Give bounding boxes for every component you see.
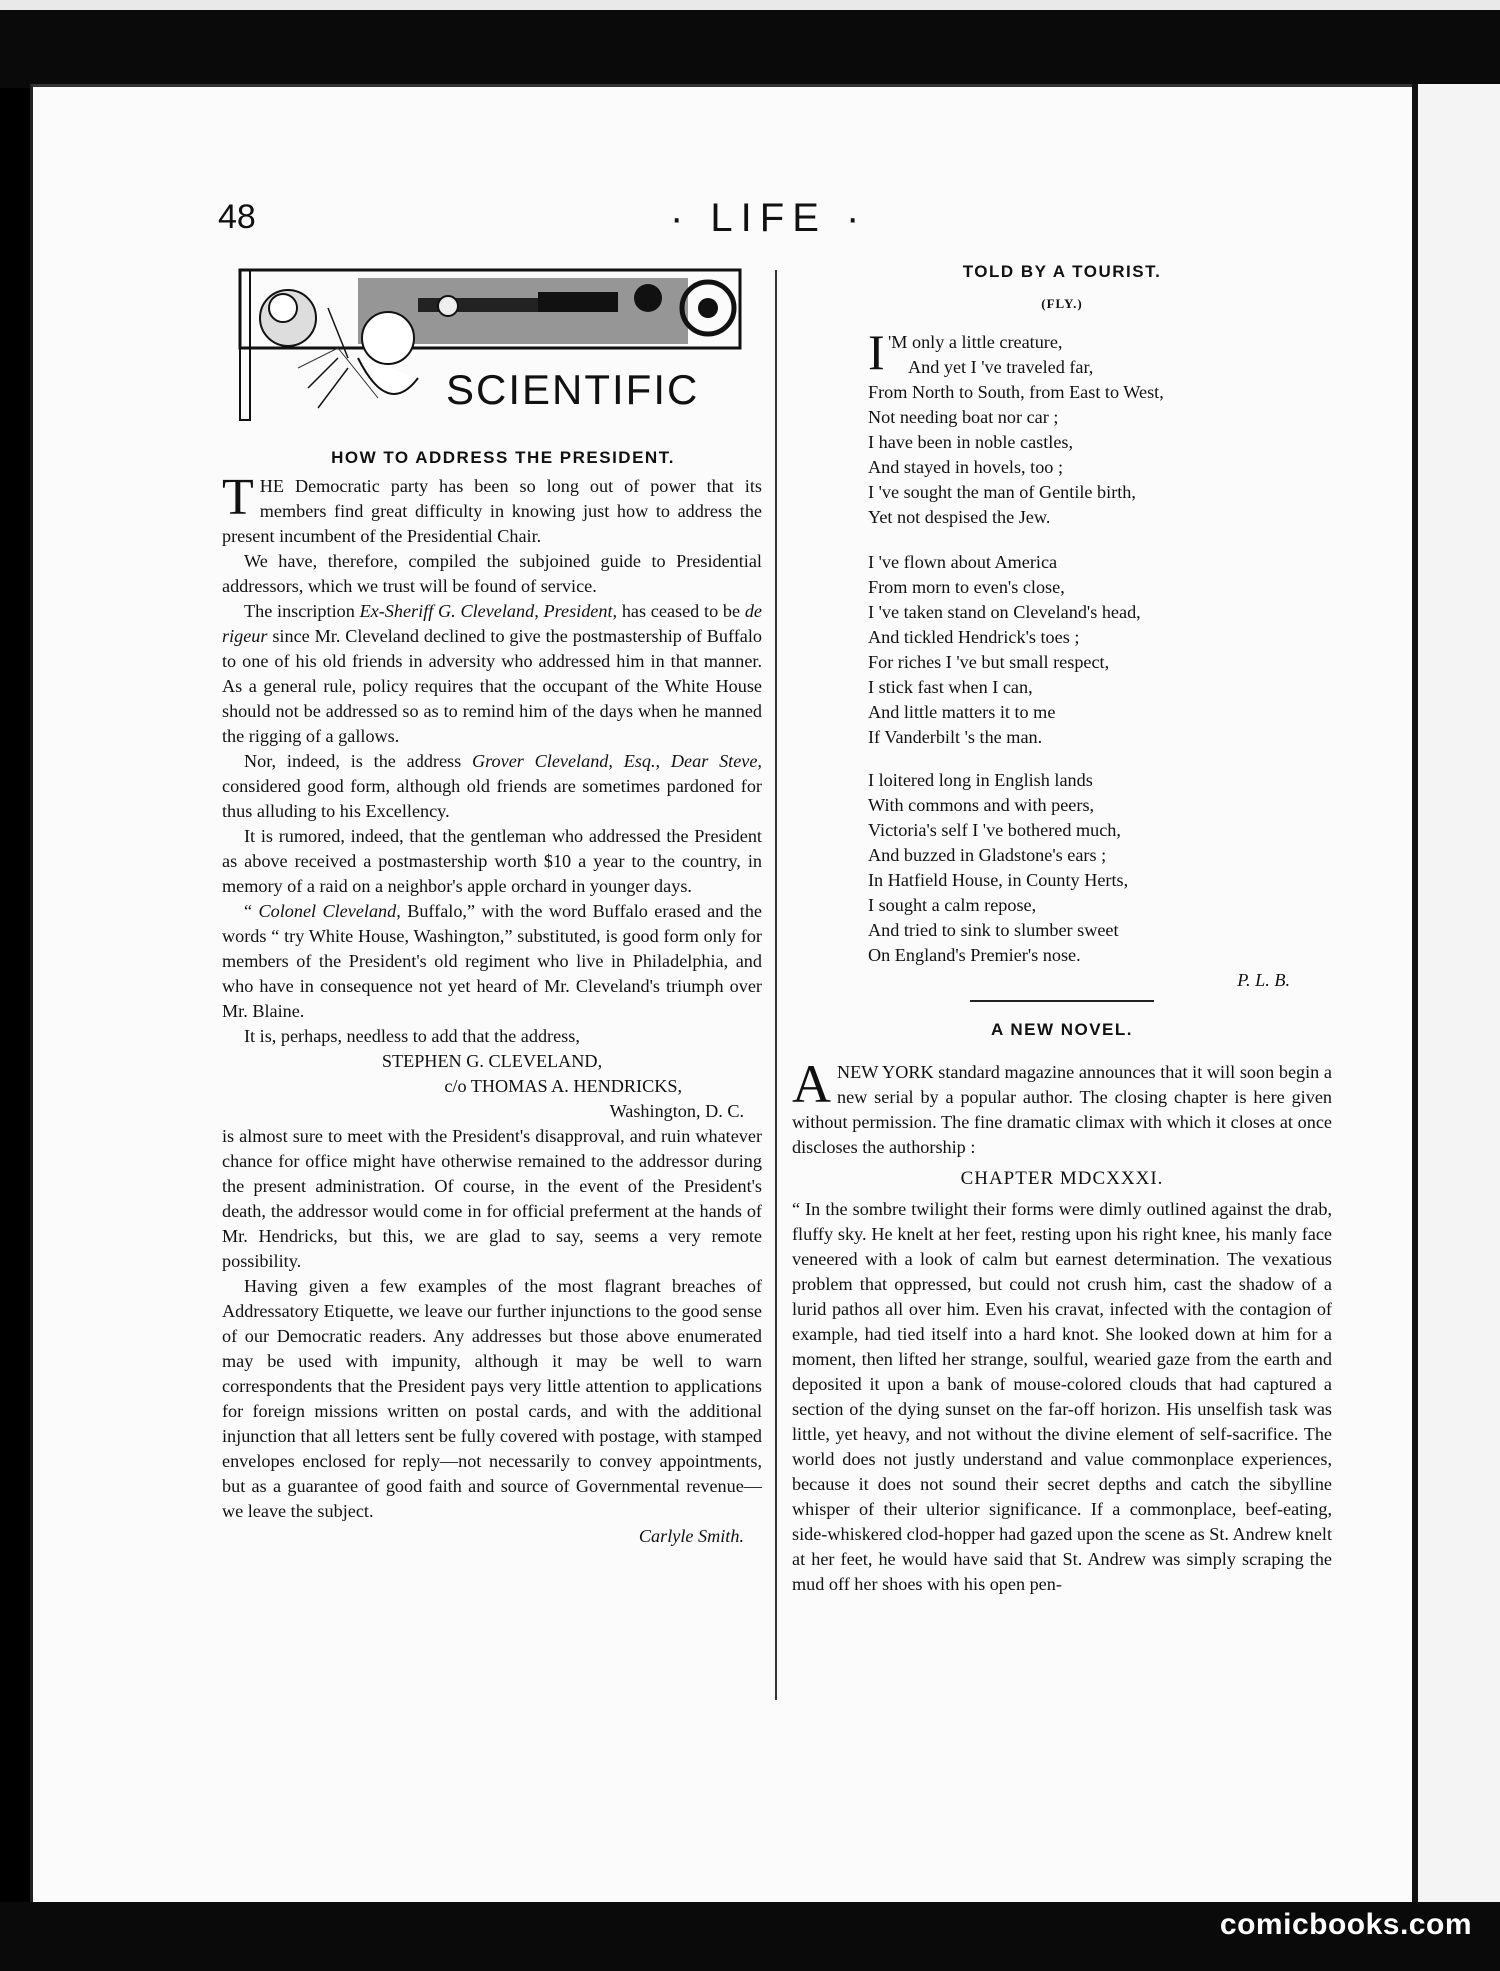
poem-line: I loitered long in English lands — [868, 770, 1093, 790]
poem-line: With commons and with peers, — [868, 795, 1095, 815]
paragraph-7: It is, perhaps, needless to add that the address, — [244, 1026, 580, 1046]
paragraph-9: Having given a few examples of the most flagrant breaches of Addressatory Etiquette, we leave our further injunctions to the good sense of our Democratic readers. Any addresses but those above enumerated may be used with impunity, although it may be well to warn correspondents that the President pays very little attention to applications for foreign missions written on postal cards, and with the additional injunction that all letters sent be fully covered with postage, with stamped envelopes enclosed for reply—not necessarily to convey appointments, but as a guarantee of good faith and source of Governmental revenue—we leave the subject. — [222, 1276, 762, 1521]
poem-line: 'M only a little creature, — [888, 332, 1063, 352]
next-page-margin — [1418, 84, 1500, 1902]
poem-line: Victoria's self I 've bothered much, — [868, 820, 1121, 840]
novel-body: “ In the sombre twilight their forms were dimly outlined against the drab, fluffy sky. He knelt at her feet, resting upon his right knee, his manly face veneered with a look of calm but earnest determination. The vexatious problem that oppressed, but could not crush him, cast the shadow of a lurid pathos all over him. Even his cravat, infected with the contagion of example, had tied itself into a hard knot. She looked down at him for a moment, then lifted her strange, soulful, wearied gaze from the earth and deposited it upon a bank of mouse-colored clouds that had captured a section of the dying sunset on the far-off horizon. His unselfish task was little, yet heavy, and not without the divine element of self-sacrifice. The world does not justly understand and value commonplace experiences, because it does not sound their secret depths and catch the sibylline whisper of their ulterior significance. If a commonplace, beef-eating, side-whiskered clod-hopper had gazed upon the scene as St. Andrew knelt at her feet, he would have said that St. Andrew was simply scraping the mud off her shoes with his open pen- — [792, 1199, 1332, 1594]
poem-line: I sought a calm repose, — [868, 895, 1037, 915]
dropcap: T — [222, 469, 254, 526]
scan-top-strip — [0, 0, 1500, 10]
paragraph-4: Nor, indeed, is the address Grover Cleveland, Esq., Dear Steve, considered good form, although old friends are sometimes pardoned for thus alluding to his Excellency. — [222, 751, 762, 821]
scientific-banner — [238, 268, 742, 428]
address-line-2: c/o THOMAS A. HENDRICKS, — [444, 1076, 682, 1096]
poem-line: Yet not despised the Jew. — [868, 507, 1051, 527]
paragraph-6: “ Colonel Cleveland, Buffalo,” with the word Buffalo erased and the words “ try White House, Washington,” substituted, is good form only for members of the President's old regiment who live in Philadelphia, and who have in consequence not yet heard of Mr. Cleveland's triumph over Mr. Blaine. — [222, 901, 763, 1021]
paragraph-2: We have, therefore, compiled the subjoined guide to Presidential addressors, which we trust will be found of service. — [222, 551, 762, 596]
poem-line: In Hatfield House, in County Herts, — [868, 870, 1129, 890]
novel-title: A NEW NOVEL. — [990, 1020, 1134, 1039]
poem-stanza-3 — [868, 768, 1328, 968]
poem-line: I have been in noble castles, — [868, 432, 1074, 452]
magazine-title: · LIFE · — [670, 196, 868, 240]
paragraph-5: It is rumored, indeed, that the gentleman who addressed the President as above received a postmastership worth $10 a year to the country, in memory of a raid on a neighbor's apple orchard in younger days. — [222, 826, 762, 896]
poem-line: Not needing boat nor car ; — [868, 407, 1059, 427]
left-column — [222, 445, 762, 1549]
paragraph-8: is almost sure to meet with the President's disapproval, and ruin whatever chance for office might have otherwise remained to the addressor during the present administration. Of course, in the event of the President's death, the addressor would come in for official preferment at the hands of Mr. Hendricks, but this, we are glad to say, seems a very remote possibility. — [222, 1126, 762, 1271]
address-line-1: STEPHEN G. CLEVELAND, — [381, 1051, 603, 1071]
poem-line: And little matters it to me — [868, 702, 1056, 722]
poem-line: I 've taken stand on Cleveland's head, — [868, 602, 1141, 622]
poem-line: And tried to sink to slumber sweet — [868, 920, 1119, 940]
address-line-3: Washington, D. C. — [609, 1101, 744, 1121]
poem-line: From North to South, from East to West, — [868, 382, 1164, 402]
page-number: 48 — [218, 198, 256, 236]
poem-line: I 've sought the man of Gentile birth, — [868, 482, 1136, 502]
poem-line: For riches I 've but small respect, — [868, 652, 1110, 672]
poem-line: And tickled Hendrick's toes ; — [868, 627, 1080, 647]
poem-signature: P. L. B. — [1237, 970, 1290, 990]
section-rule — [970, 1000, 1154, 1002]
left-signature: Carlyle Smith. — [638, 1526, 744, 1546]
paragraph-3: The inscription Ex-Sheriff G. Cleveland, President, has ceased to be de rigeur since Mr. Cleveland declined to give the postmastership of Buffalo to one of his old friends in adversity who addressed him in that manner. As a general rule, policy requires that the occupant of the White House should not be addressed so as to remind him of the days when he manned the rigging of a gallows. — [222, 601, 762, 746]
watermark: comicbooks.com — [1219, 1908, 1472, 1941]
poem-line: If Vanderbilt 's the man. — [868, 727, 1043, 747]
poem-subtitle: (FLY.) — [1041, 296, 1083, 311]
poem-dropcap: I — [868, 324, 885, 380]
paragraph-1: THE Democratic party has been so long out of power that its members find great difficulty in knowing just how to address the present incumbent of the Presidential Chair. — [222, 469, 762, 546]
poem-stanza-1 — [868, 324, 1328, 530]
poem-line: And buzzed in Gladstone's ears ; — [868, 845, 1107, 865]
poem-stanza-2 — [868, 550, 1328, 750]
poem-line: I 've flown about America — [868, 552, 1058, 572]
article-title: HOW TO ADDRESS THE PRESIDENT. — [331, 448, 675, 467]
poem-line: I stick fast when I can, — [868, 677, 1033, 697]
column-divider — [775, 270, 777, 1700]
right-column — [792, 1054, 1332, 1597]
chapter-heading: CHAPTER MDCXXXI. — [960, 1168, 1164, 1189]
poem-line: And stayed in hovels, too ; — [868, 457, 1063, 477]
banner-title: SCIENTIFIC — [446, 366, 700, 413]
novel-intro: ANEW YORK standard magazine announces that it will soon begin a new serial by a popular author. The closing chapter is here given without permission. The fine dramatic climax with which it closes at once discloses the authorship : — [792, 1054, 1332, 1157]
poem-line: On England's Premier's nose. — [868, 945, 1081, 965]
poem-line: And yet I 've traveled far, — [908, 357, 1094, 377]
poem-line: From morn to even's close, — [868, 577, 1065, 597]
novel-dropcap: A — [792, 1054, 831, 1114]
poem-title: TOLD BY A TOURIST. — [962, 262, 1162, 281]
scan-top-border — [0, 0, 1500, 88]
